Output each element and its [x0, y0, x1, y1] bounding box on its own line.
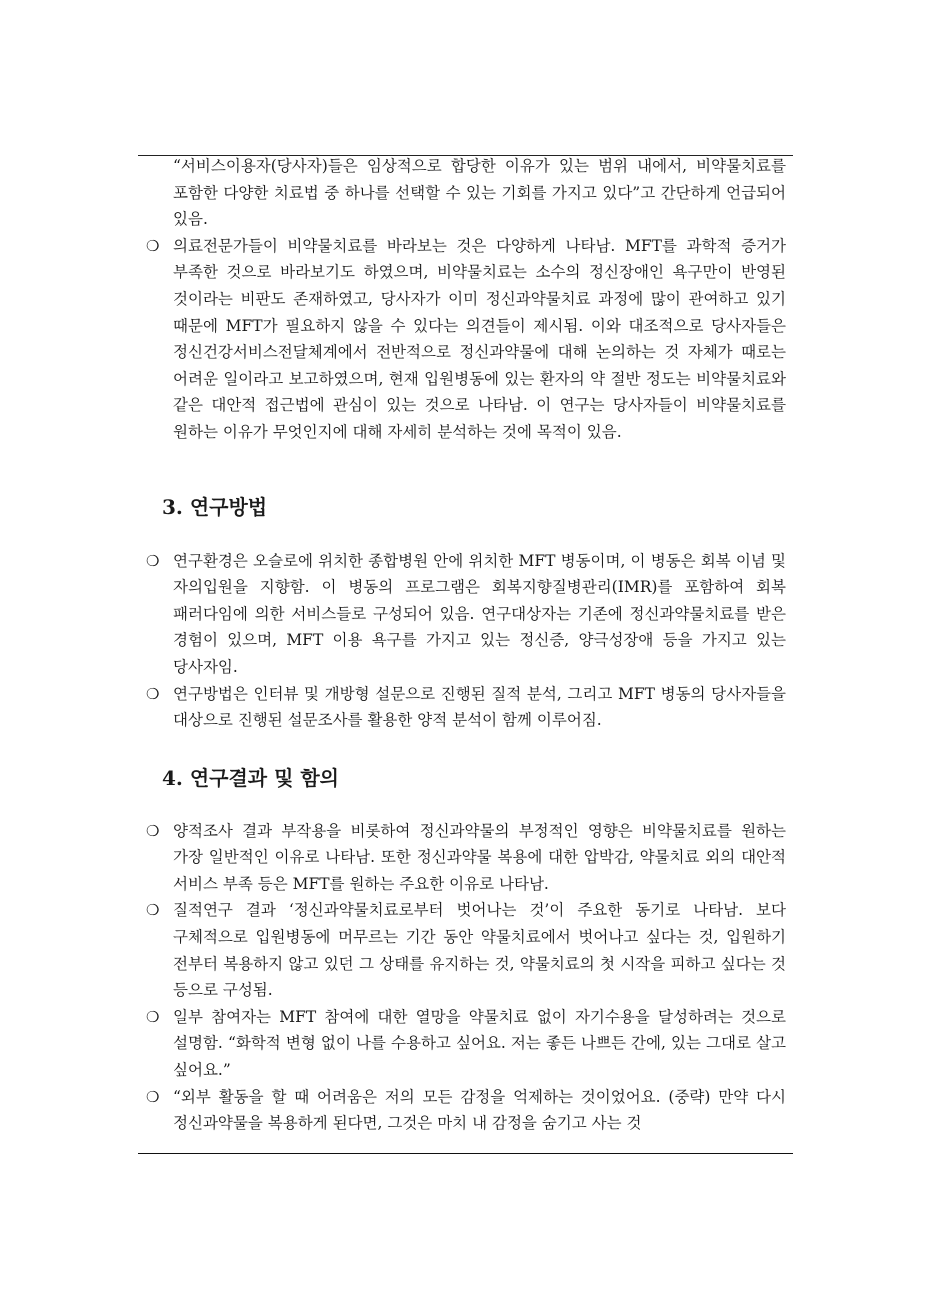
bullet-circle-icon: ❍: [146, 684, 160, 703]
section-4-bullet: [140, 1004, 786, 1084]
bullet-circle-icon: ❍: [146, 236, 160, 255]
bullet-circle-icon: ❍: [146, 901, 160, 920]
section-3-bullet-text: 연구방법은 인터뷰 및 개방형 설문으로 진행된 질적 분석, 그리고 MFT 병동의 당사자들을 대상으로 진행된 설문조사를 활용한 양적 분석이 함께 이루어짐.: [173, 684, 786, 730]
intro-bullet-text: 의료전문가들이 비약물치료를 바라보는 것은 다양하게 나타남. MFT를 과학적 증거가 부족한 것으로 바라보기도 하였으며, 비약물치료는 소수의 정신장애인 욕구만이 반영된 것이라는 비판도 존재하였고, 당사자가 이미 정신과약물치료 과정에 많이 관여하고 있기 때문에 MFT가 필요하지 않을 수 있다는 의견들이 제시됨. 이와 대조적으로 당사자들은 정신건강서비스전달체계에서 전반적으로 정신과약물에 대해 논의하는 것 자체가 때로는 어려운 일이라고 보고하였으며, 현재 입원병동에 있는 환자의 약 절반 정도는 비약물치료와 같은 대안적 접근법에 관심이 있는 것으로 나타남. 이 연구는 당사자들이 비약물치료를 원하는 이유가 무엇인지에 대해 자세히 분석하는 것에 목적이 있음.: [173, 236, 786, 441]
section-4-bullet: [140, 818, 786, 898]
section-4-heading: 4. 연구결과 및 함의: [162, 765, 340, 790]
section-4-bullet-text: 일부 참여자는 MFT 참여에 대한 열망을 약물치료 없이 자기수용을 달성하려는 것으로 설명함. “화학적 변형 없이 나를 수용하고 싶어요. 저는 좋든 나쁘든 간에, 있는 그대로 살고 싶어요.”: [173, 1007, 786, 1080]
section-4-bullet: [140, 897, 786, 1003]
bullet-circle-icon: ❍: [146, 1007, 160, 1026]
section-3-bullet: [140, 681, 786, 734]
section-4-bullet-text: 양적조사 결과 부작용을 비롯하여 정신과약물의 부정적인 영향은 비약물치료를 원하는 가장 일반적인 이유로 나타남. 또한 정신과약물 복용에 대한 압박감, 약물치료 외의 대안적 서비스 부족 등은 MFT를 원하는 주요한 이유로 나타남.: [173, 821, 786, 893]
document-body: [140, 153, 786, 1137]
bullet-circle-icon: ❍: [146, 821, 160, 840]
bottom-rule: [138, 1153, 793, 1154]
section-4-bullet: [140, 1084, 786, 1137]
section-3-heading: 3. 연구방법: [162, 494, 268, 519]
section-3-bullet-text: 연구환경은 오슬로에 위치한 종합병원 안에 위치한 MFT 병동이며, 이 병동은 회복 이념 및 자의입원을 지향함. 이 병동의 프로그램은 회복지향질병관리(IMR)를 포함하여 회복 패러다임에 의한 서비스들로 구성되어 있음. 연구대상자는 기존에 정신과약물치료를 받은 경험이 있으며, MFT 이용 욕구를 가지고 있는 정신증, 양극성장애 등을 가지고 있는 당사자임.: [173, 551, 786, 676]
bullet-circle-icon: ❍: [146, 1087, 160, 1106]
bullet-circle-icon: ❍: [146, 551, 160, 570]
opening-quote-paragraph: “서비스이용자(당사자)들은 임상적으로 합당한 이유가 있는 범위 내에서, 비약물치료를 포함한 다양한 치료법 중 하나를 선택할 수 있는 기회를 가지고 있다”고 간단하게 언급되어 있음.: [173, 157, 786, 229]
section-4-bullet-text: “외부 활동을 할 때 어려움은 저의 모든 감정을 억제하는 것이었어요. (중략) 만약 다시 정신과약물을 복용하게 된다면, 그것은 마치 내 감정을 숨기고 사는 것: [173, 1087, 786, 1133]
intro-bullet: [140, 233, 786, 446]
section-4-bullet-text: 질적연구 결과 ‘정신과약물치료로부터 벗어나는 것’이 주요한 동기로 나타남. 보다 구체적으로 입원병동에 머무르는 기간 동안 약물치료에서 벗어나고 싶다는 것, 입원하기 전부터 복용하지 않고 있던 그 상태를 유지하는 것, 약물치료의 첫 시작을 피하고 싶다는 것 등으로 구성됨.: [173, 901, 786, 1000]
section-3-bullet: [140, 548, 786, 681]
